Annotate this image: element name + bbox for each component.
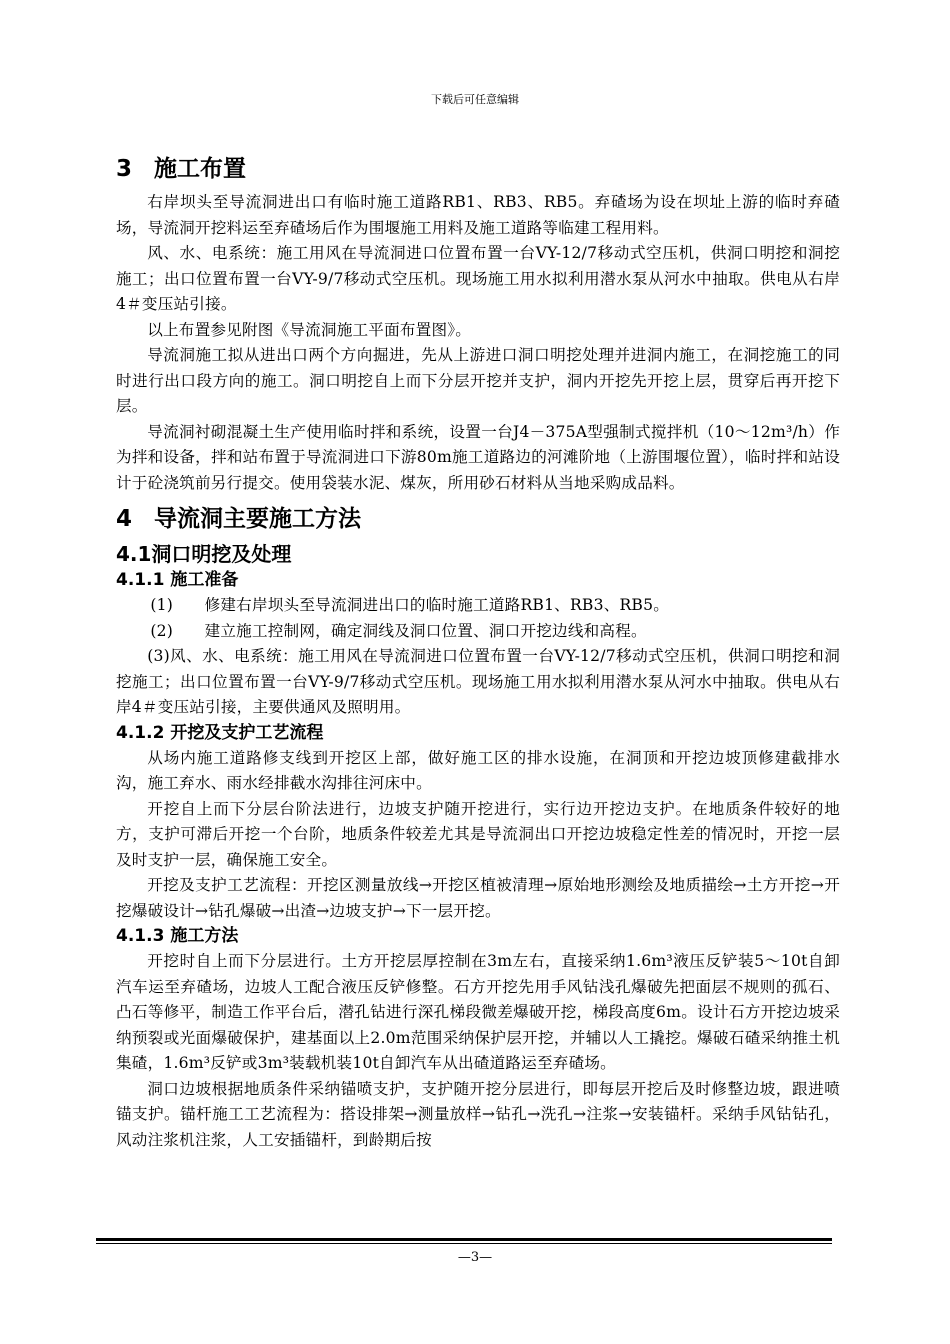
page-number: —3— bbox=[457, 1250, 493, 1265]
section-4-1-2-paragraph-1: 从场内施工道路修支线到开挖区上部，做好施工区的排水设施，在洞顶和开挖边坡顶修建截排水沟，施工弃水、雨水经排截水沟排往河床中。 bbox=[116, 748, 840, 792]
section-4-1-1-item-2: (2) 建立施工控制网，确定洞线及洞口位置、洞口开挖边线和高程。 bbox=[150, 621, 647, 640]
footer-rule-thick bbox=[96, 1238, 832, 1241]
footer-rule-thin bbox=[96, 1243, 832, 1244]
page-header: 下载后可任意编辑 bbox=[431, 93, 519, 106]
section-4-1-2-paragraph-3: 开挖及支护工艺流程：开挖区测量放线→开挖区植被清理→原始地形测绘及地质描绘→土方开挖→开挖爆破设计→钻孔爆破→出渣→边坡支护→下一层开挖。 bbox=[116, 876, 840, 920]
document-body bbox=[116, 152, 840, 1153]
section-4-1-1-item-1: (1) 修建右岸坝头至导流洞进出口的临时施工道路RB1、RB3、RB5。 bbox=[150, 596, 670, 614]
section-3-title: 施工布置 bbox=[154, 156, 246, 182]
section-4-1-1-heading: 4.1.1 施工准备 bbox=[116, 570, 239, 590]
section-4-1-2-paragraph-2: 开挖自上而下分层台阶法进行，边坡支护随开挖进行，实行边开挖边支护。在地质条件较好的地方，支护可滞后开挖一个台阶，地质条件较差尤其是导流洞出口开挖边坡稳定性差的情况时，开挖一层及时支护一层，确保施工安全。 bbox=[116, 799, 840, 869]
section-4-number: 4 bbox=[116, 506, 133, 532]
section-4-title: 导流洞主要施工方法 bbox=[154, 506, 361, 532]
section-3-paragraph-1: 右岸坝头至导流洞进出口有临时施工道路RB1、RB3、RB5。弃碴场为设在坝址上游的临时弃碴场，导流洞开挖料运至弃碴场后作为围堰施工用料及施工道路等临建工程用料。 bbox=[116, 193, 840, 237]
section-3-heading bbox=[116, 152, 840, 186]
section-3-paragraph-3: 以上布置参见附图《导流洞施工平面布置图》。 bbox=[147, 320, 472, 339]
section-4-1-heading: 4.1洞口明挖及处理 bbox=[116, 542, 292, 566]
section-3-paragraph-5: 导流洞衬砌混凝土生产使用临时拌和系统，设置一台J4－375A型强制式搅拌机（10～12m³/h）作为拌和设备，拌和站布置于导流洞进口下游80m施工道路边的河滩阶地（上游围堰位置），临时拌和站设计于砼浇筑前另行提交。使用袋装水泥、煤灰，所用砂石材料从当地采购成品料。 bbox=[116, 422, 840, 492]
section-4-heading bbox=[116, 502, 840, 536]
section-3-number: 3 bbox=[116, 156, 133, 182]
section-3-paragraph-4: 导流洞施工拟从进出口两个方向掘进，先从上游进口洞口明挖处理并进洞内施工，在洞挖施工的同时进行出口段方向的施工。洞口明挖自上而下分层开挖并支护，洞内开挖先开挖上层，贯穿后再开挖下层。 bbox=[116, 346, 840, 415]
section-4-1-1-paragraph: (3)风、水、电系统：施工用风在导流洞进口位置布置一台VY-12/7移动式空压机，供洞口明挖和洞挖施工；出口位置布置一台VY-9/7移动式空压机。现场施工用水拟利用潜水泵从河水中抽取。供电从右岸4＃变压站引接，主要供通风及照明用。 bbox=[116, 647, 840, 716]
section-4-1-3-paragraph-2: 洞口边坡根据地质条件采纳锚喷支护，支护随开挖分层进行，即每层开挖后及时修整边坡，跟进喷锚支护。锚杆施工工艺流程为：搭设排架→测量放样→钻孔→洗孔→注浆→安装锚杆。采纳手风钻钻孔，风动注浆机注浆，人工安插锚杆，到龄期后按 bbox=[116, 1079, 840, 1149]
section-4-1-3-heading: 4.1.3 施工方法 bbox=[116, 926, 239, 946]
section-4-1-2-heading: 4.1.2 开挖及支护工艺流程 bbox=[116, 722, 324, 743]
section-4-1-3-paragraph-1: 开挖时自上而下分层进行。土方开挖层厚控制在3m左右，直接采纳1.6m³液压反铲装5～10t自卸汽车运至弃碴场，边坡人工配合液压反铲修整。石方开挖先用手风钻浅孔爆破先把面层不规则的孤石、凸石等修平，制造工作平台后，潜孔钻进行深孔梯段微差爆破开挖，梯段高度6m。设计石方开挖边坡采纳预裂或光面爆破保护，建基面以上2.0m范围采纳保护层开挖，并辅以人工撬挖。爆破石碴采纳推土机集碴，1.6m³反铲或3m³装载机装10t自卸汽车从出碴道路运至弃碴场。 bbox=[116, 952, 840, 1072]
section-3-paragraph-2: 风、水、电系统：施工用风在导流洞进口位置布置一台VY-12/7移动式空压机，供洞口明挖和洞挖施工；出口位置布置一台VY-9/7移动式空压机。现场施工用水拟利用潜水泵从河水中抽取。供电从右岸4＃变压站引接。 bbox=[116, 244, 840, 313]
